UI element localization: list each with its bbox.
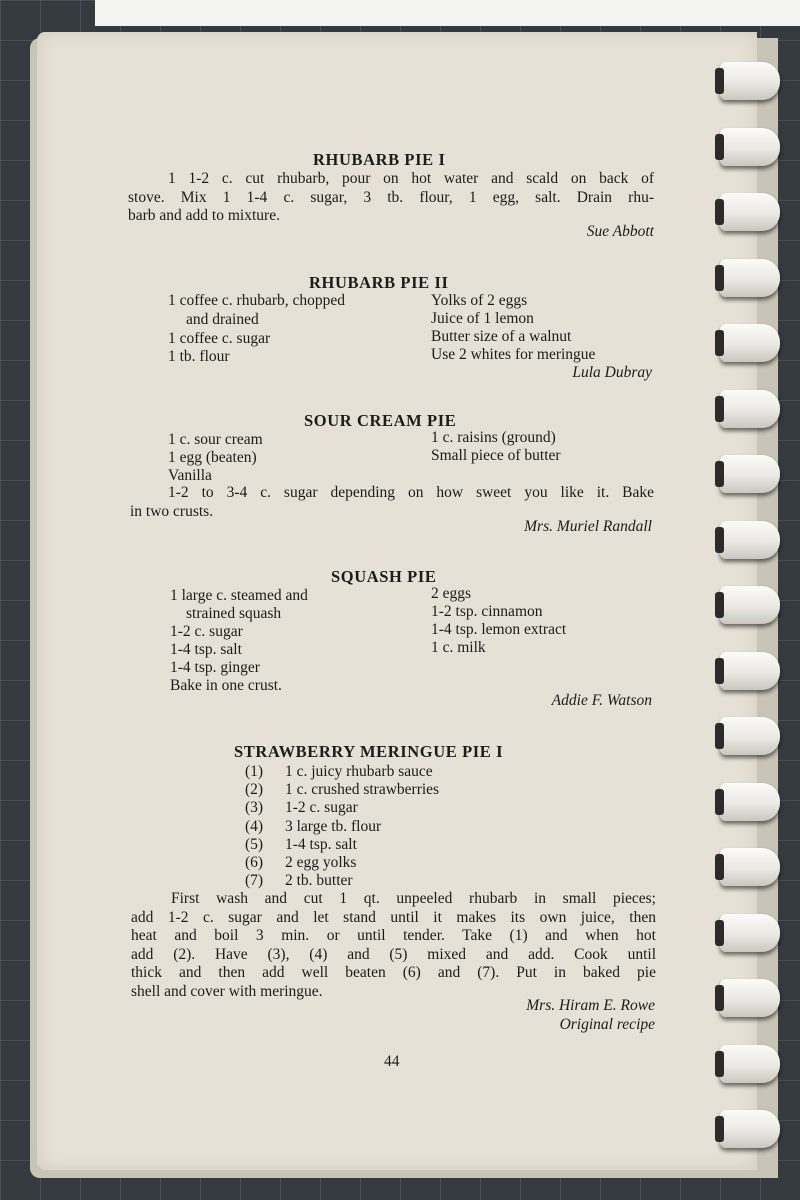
ingredient-left: 1-2 c. sugar — [170, 623, 243, 640]
list-item-number: (6) — [245, 854, 264, 871]
ingredient-left: 1-4 tsp. salt — [170, 641, 242, 658]
body-line: 1 1-2 c. cut rhubarb, pour on hot water and scald on back of — [168, 170, 654, 187]
ingredient-left: 1 egg (beaten) — [168, 449, 257, 466]
ingredient-right: 2 eggs — [431, 585, 472, 602]
recipe-title-rhubarb-pie-2: RHUBARB PIE II — [309, 273, 449, 292]
ingredient-left: 1 tb. flour — [168, 348, 230, 365]
body-line: First wash and cut 1 qt. unpeeled rhubarb in small pieces; — [171, 890, 656, 907]
list-item-number: (3) — [245, 799, 264, 816]
list-item-text: 1 c. crushed strawberries — [285, 781, 440, 798]
body-line: stove. Mix 1 1-4 c. sugar, 3 tb. flour, 1 egg, salt. Drain rhu- — [128, 188, 654, 206]
list-item-text: 1-4 tsp. salt — [285, 836, 357, 853]
ingredient-right: Juice of 1 lemon — [431, 310, 534, 327]
body-line: shell and cover with meringue. — [131, 982, 323, 1000]
recipe-author-sour-cream-pie: Mrs. Muriel Randall — [524, 518, 652, 535]
ingredient-right: 1 c. milk — [431, 639, 486, 656]
recipe-title-sour-cream-pie: SOUR CREAM PIE — [304, 411, 457, 430]
ingredient-left: 1 coffee c. sugar — [168, 330, 271, 347]
ingredient-left: Bake in one crust. — [170, 677, 282, 694]
ingredient-left: 1 large c. steamed and — [170, 587, 308, 604]
page-number: 44 — [384, 1053, 400, 1070]
ingredient-right: 1-4 tsp. lemon extract — [431, 621, 567, 638]
list-item-text: 1 c. juicy rhubarb sauce — [285, 763, 433, 780]
ingredient-left: strained squash — [186, 605, 282, 622]
list-item-text: 2 tb. butter — [285, 872, 353, 889]
list-item-number: (4) — [245, 818, 264, 835]
list-item-number: (7) — [245, 872, 264, 889]
ingredient-left: 1 coffee c. rhubarb, chopped — [168, 292, 346, 309]
list-item-number: (1) — [245, 763, 264, 780]
ingredient-left: 1 c. sour cream — [168, 431, 263, 448]
list-item-text: 2 egg yolks — [285, 854, 357, 871]
ingredient-left: Vanilla — [168, 467, 212, 484]
recipe-body-strawberry-meringue-pie — [131, 890, 656, 1001]
ingredient-left: 1-4 tsp. ginger — [170, 659, 260, 676]
body-line: barb and add to mixture. — [128, 207, 280, 224]
list-item-text: 1-2 c. sugar — [285, 799, 358, 816]
recipe-author-rhubarb-pie-1: Sue Abbott — [586, 223, 654, 240]
recipe-title-strawberry-meringue-pie: STRAWBERRY MERINGUE PIE I — [234, 742, 504, 761]
body-line: heat and boil 3 min. or until tender. Take (1) and when hot — [131, 927, 656, 944]
ingredient-right: Use 2 whites for meringue — [431, 346, 596, 363]
recipe-title-squash-pie: SQUASH PIE — [331, 567, 437, 586]
recipe-author-note: Original recipe — [559, 1016, 655, 1033]
recipe-author-squash-pie: Addie F. Watson — [551, 692, 652, 709]
ingredient-right: Small piece of butter — [431, 447, 561, 464]
ingredient-left: and drained — [186, 311, 259, 328]
body-line: in two crusts. — [130, 502, 214, 520]
ingredient-right: 1 c. raisins (ground) — [431, 429, 556, 446]
body-line: add 1-2 c. sugar and let stand until it makes its own juice, then — [131, 908, 656, 926]
recipe-title-rhubarb-pie-1: RHUBARB PIE I — [313, 150, 446, 169]
recipe-author-rhubarb-pie-2: Lula Dubray — [572, 364, 652, 381]
list-item-number: (2) — [245, 781, 264, 798]
body-line: 1-2 to 3-4 c. sugar depending on how sweet you like it. Bake — [168, 484, 654, 501]
list-item-number: (5) — [245, 836, 264, 853]
ingredient-right: Butter size of a walnut — [431, 328, 572, 345]
recipe-body-rhubarb-pie-1 — [128, 170, 654, 226]
recipe-body-sour-cream-pie — [130, 484, 654, 521]
body-line: add (2). Have (3), (4) and (5) mixed and add. Cook until — [131, 945, 656, 963]
ingredient-right: 1-2 tsp. cinnamon — [431, 603, 543, 620]
ingredient-right: Yolks of 2 eggs — [431, 292, 528, 309]
recipe-author-strawberry-meringue-pie: Mrs. Hiram E. Rowe — [526, 997, 655, 1014]
body-line: thick and then add well beaten (6) and (7). Put in baked pie — [131, 964, 656, 981]
list-item-text: 3 large tb. flour — [285, 818, 382, 835]
